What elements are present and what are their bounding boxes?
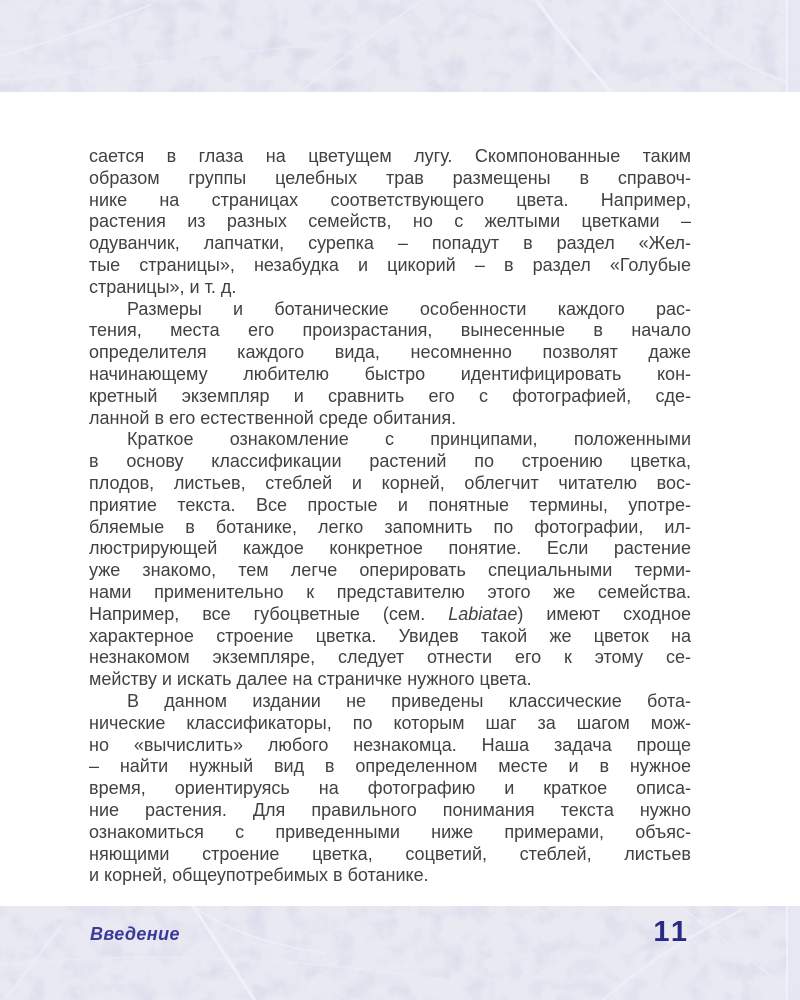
paragraph bbox=[89, 429, 691, 691]
text-line: нические классификаторы, по которым шаг за шагом мож- bbox=[89, 712, 691, 733]
text-line: страницы», и т. д. bbox=[89, 276, 237, 297]
page-number: 11 bbox=[653, 916, 690, 948]
body-text bbox=[89, 146, 691, 887]
text-line: плодов, листьев, стеблей и корней, облегчит читателю вос- bbox=[89, 472, 691, 493]
text-line: тения, места его произрастания, вынесенные в начало bbox=[89, 320, 691, 341]
text-line: нике на страницах соответствующего цвета. Например, bbox=[89, 189, 691, 210]
text-line: уже знакомо, тем легче оперировать специальными терми- bbox=[89, 560, 691, 581]
text-line: Размеры и ботанические особенности каждого рас- bbox=[127, 298, 691, 319]
paragraph bbox=[89, 691, 691, 887]
text-line: образом группы целебных трав размещены в справоч- bbox=[89, 167, 691, 188]
paragraph bbox=[89, 146, 691, 299]
text-line: незнакомом экземпляре, следует отнести его к этому се- bbox=[89, 647, 691, 668]
text-line: приятие текста. Все простые и понятные термины, употре- bbox=[89, 494, 691, 515]
text-line: в основу классификации растений по строению цветка, bbox=[89, 451, 691, 472]
text-line: тые страницы», незабудка и цикорий – в раздел «Голубые bbox=[89, 254, 691, 275]
text-line: но «вычислить» любого незнакомца. Наша задача проще bbox=[89, 734, 691, 755]
text-line: люстрирующей каждое конкретное понятие. Если растение bbox=[89, 538, 691, 559]
text-line: ознакомиться с приведенными ниже примерами, объяс- bbox=[89, 821, 691, 842]
text-line: одуванчик, лапчатки, сурепка – попадут в раздел «Жел- bbox=[89, 233, 691, 254]
text-line: сается в глаза на цветущем лугу. Скомпонованные таким bbox=[89, 146, 691, 166]
text-line: характерное строение цветка. Увидев такой же цветок на bbox=[89, 625, 691, 646]
text-line: определителя каждого вида, несомненно позволят даже bbox=[89, 342, 691, 363]
text-line: кретный экземпляр и сравнить его с фотографией, сде- bbox=[89, 385, 691, 406]
text-line: ние растения. Для правильного понимания текста нужно bbox=[89, 799, 691, 820]
paragraph bbox=[89, 299, 691, 430]
text-line: Краткое ознакомление с принципами, положенными bbox=[127, 429, 691, 450]
text-line: няющими строение цветка, соцветий, стеблей, листьев bbox=[89, 843, 691, 864]
text-line: растения из разных семейств, но с желтыми цветками – bbox=[89, 211, 691, 232]
text-line: – найти нужный вид в определенном месте и в нужное bbox=[89, 756, 691, 777]
text-line: бляемые в ботанике, легко запомнить по фотографии, ил- bbox=[89, 516, 691, 537]
text-line: нами применительно к представителю этого же семейства. bbox=[89, 581, 691, 602]
chapter-label: Введение bbox=[90, 924, 180, 944]
text-line: и корней, общеупотребимых в ботанике. bbox=[89, 865, 429, 886]
text-line: ланной в его естественной среде обитания. bbox=[89, 407, 457, 428]
text-line: Например, все губоцветные (сем. Labiatae) имеют сходное bbox=[89, 603, 691, 624]
text-line: время, ориентируясь на фотографию и краткое описа- bbox=[89, 778, 691, 799]
text-line: В данном издании не приведены классические бота- bbox=[127, 690, 691, 711]
text-line: начинающему любителю быстро идентифицировать кон- bbox=[89, 363, 691, 384]
text-line: мейству и искать далее на страничке нужного цвета. bbox=[89, 669, 532, 690]
